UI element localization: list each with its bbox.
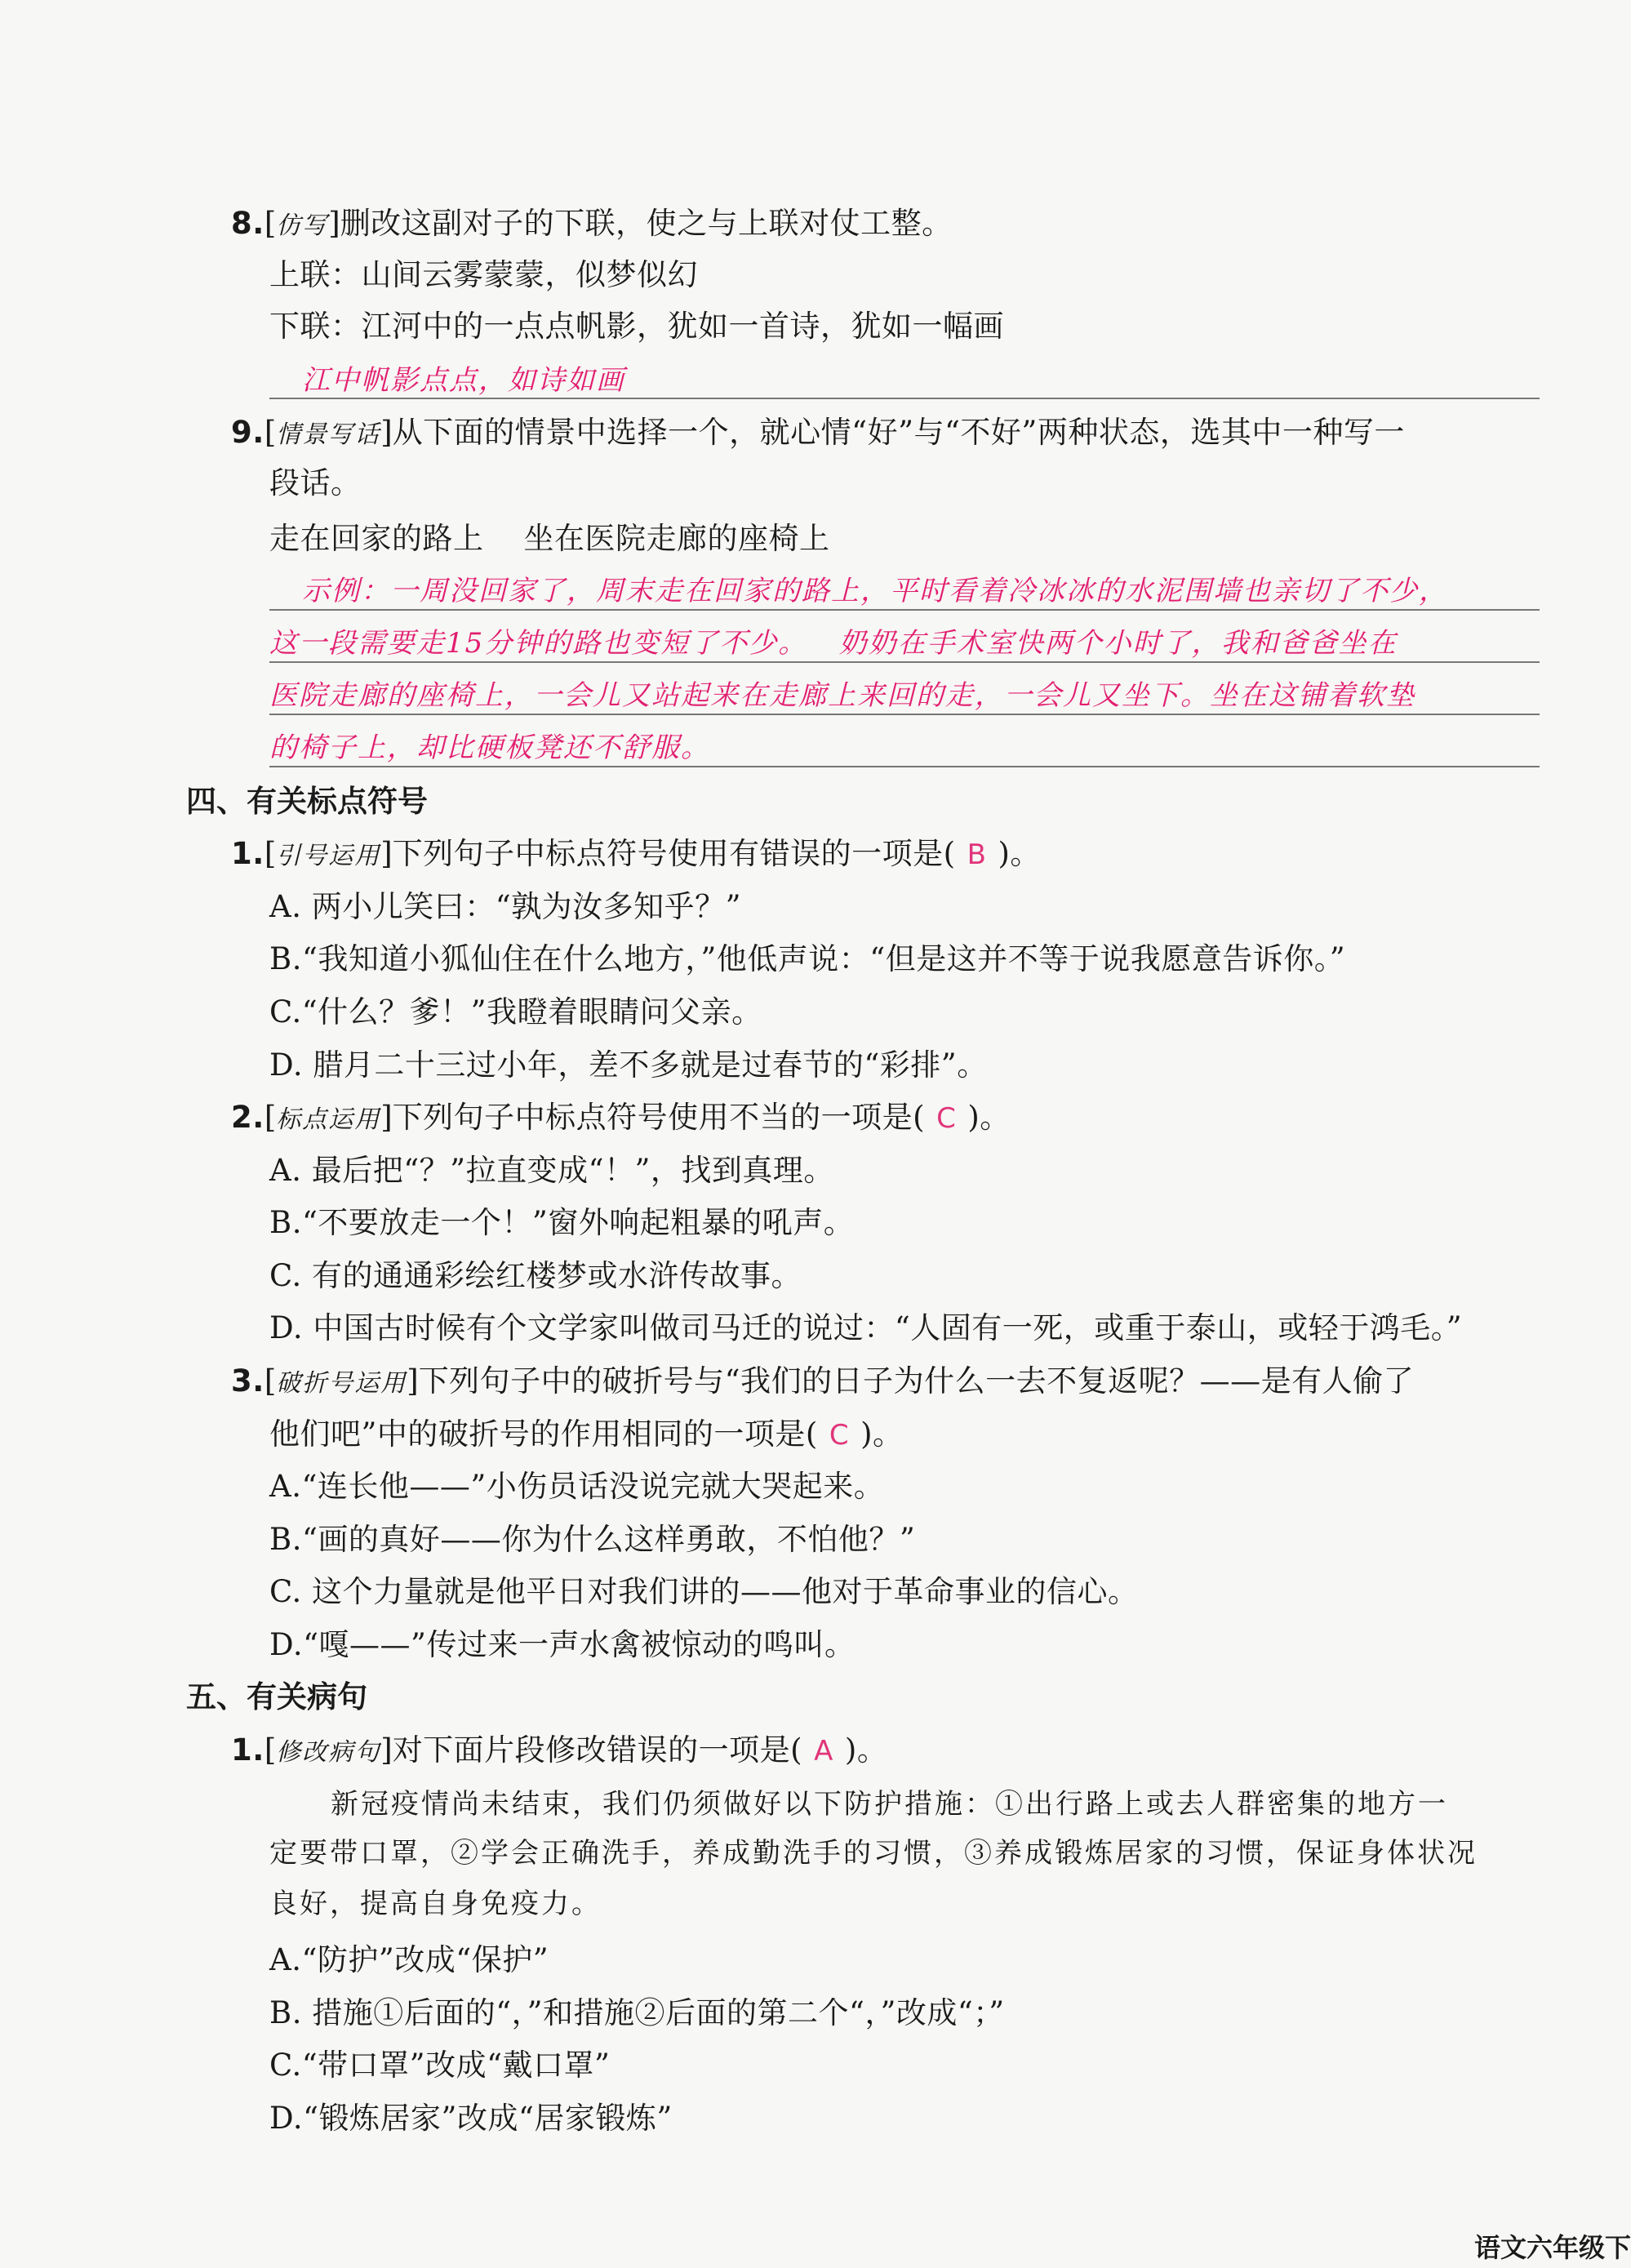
s4-q2-answer: C <box>936 1102 957 1135</box>
s4-q1-prompt: 1.[引号运用]下列句子中标点符号使用有错误的一项是( B )。 <box>231 836 1041 871</box>
s5-q1-passage-line-2: 定要带口罩，②学会正确洗手，养成勤洗手的习惯，③养成锻炼居家的习惯，保证身体状况 <box>269 1837 1478 1870</box>
s5-q1-option-d: D.“锻炼居家”改成“居家锻炼” <box>269 2101 673 2136</box>
s4-q1-answer: B <box>967 838 987 871</box>
q8-lower-couplet: 下联：江河中的一点点帆影，犹如一首诗，犹如一幅画 <box>269 309 1004 344</box>
s5-q1-prompt: 1.[修改病句]对下面片段修改错误的一项是( A )。 <box>231 1732 888 1768</box>
s4-q3-prompt: 3.[破折号运用]下列句子中的破折号与“我们的日子为什么一去不复返呢？——是有人偷了 <box>231 1363 1415 1399</box>
q9-answer-line-4: 的椅子上，却比硬板凳还不舒服。 <box>269 732 710 764</box>
q9-prompt: 9.[情景写话]从下面的情景中选择一个，就心情“好”与“不好”两种状态，选其中一种写一 <box>231 415 1405 450</box>
q9-tag: 情景写话 <box>276 420 381 449</box>
q8-upper-couplet: 上联：山间云雾蒙蒙，似梦似幻 <box>269 257 698 292</box>
q9-answer-line-3: 医院走廊的座椅上，一会儿又站起来在走廊上来回的走，一会儿又坐下。坐在这铺着软垫 <box>269 679 1415 712</box>
s4-q2-option-c: C. 有的通通彩绘红楼梦或水浒传故事。 <box>269 1258 802 1293</box>
s4-q3-answer: C <box>829 1419 850 1452</box>
s4-q3-option-c: C. 这个力量就是他平日对我们讲的——他对于革命事业的信心。 <box>269 1574 1139 1609</box>
answer-line <box>269 714 1540 715</box>
q8-prompt: 8.[仿写]删改这副对子的下联，使之与上联对仗工整。 <box>231 206 953 241</box>
section-4-title: 四、有关标点符号 <box>186 784 428 819</box>
s4-q1-option-d: D. 腊月二十三过小年，差不多就是过春节的“彩排”。 <box>269 1047 988 1083</box>
s4-q2-prompt: 2.[标点运用]下列句子中标点符号使用不当的一项是( C )。 <box>231 1100 1011 1135</box>
s5-q1-option-a: A.“防护”改成“保护” <box>269 1942 549 1977</box>
q9-answer-line-1: 示例：一周没回家了，周末走在回家的路上，平时看着冷冰冰的水泥围墙也亲切了不少， <box>302 575 1448 607</box>
section-5-title: 五、有关病句 <box>186 1679 367 1714</box>
answer-line <box>269 766 1540 767</box>
q9-prompt-cont: 段话。 <box>269 465 362 500</box>
s4-q1-tag: 引号运用 <box>276 842 381 870</box>
q9-answer-line-2: 这一段需要走15分钟的路也变短了不少。 奶奶在手术室快两个小时了，我和爸爸坐在 <box>269 627 1398 660</box>
s4-q3-option-b: B.“画的真好——你为什么这样勇敢，不怕他？” <box>269 1522 916 1557</box>
s4-q1-option-b: B.“我知道小狐仙住在什么地方，”他低声说：“但是这并不等于说我愿意告诉你。” <box>269 941 1346 976</box>
s5-q1-tag: 修改病句 <box>276 1738 381 1767</box>
s4-q3-tag: 破折号运用 <box>276 1369 407 1398</box>
s5-q1-passage-line-3: 良好，提高自身免疫力。 <box>269 1888 602 1920</box>
answer-line <box>269 609 1540 611</box>
s5-q1-passage-line-1: 新冠疫情尚未结束，我们仍须做好以下防护措施：①出行路上或去人群密集的地方一 <box>331 1788 1448 1821</box>
page-footer-label: 语文六年级下 <box>1473 2232 1631 2263</box>
s4-q3-option-a: A.“连长他——”小伤员话没说完就大哭起来。 <box>269 1469 885 1504</box>
s4-q2-option-b: B.“不要放走一个！”窗外响起粗暴的吼声。 <box>269 1205 855 1240</box>
s4-q1-option-c: C.“什么？爹！”我瞪着眼睛问父亲。 <box>269 994 762 1029</box>
q8-answer: 江中帆影点点，如诗如画 <box>302 364 625 397</box>
s4-q2-option-a: A. 最后把“？”拉直变成“！”，找到真理。 <box>269 1153 834 1188</box>
q8-tag: 仿写 <box>276 211 329 240</box>
answer-line <box>269 661 1540 663</box>
s5-q1-option-c: C.“带口罩”改成“戴口罩” <box>269 2048 611 2083</box>
s4-q2-tag: 标点运用 <box>276 1105 381 1134</box>
answer-line <box>269 398 1540 399</box>
s5-q1-option-b: B. 措施①后面的“，”和措施②后面的第二个“，”改成“；” <box>269 1995 1005 2030</box>
q9-scenes: 走在回家的路上 坐在医院走廊的座椅上 <box>269 521 830 556</box>
s4-q1-option-a: A. 两小儿笑曰：“孰为汝多知乎？” <box>269 889 742 924</box>
s4-q3-option-d: D.“嘎——”传过来一声水禽被惊动的鸣叫。 <box>269 1627 855 1662</box>
s4-q2-option-d: D. 中国古时候有个文学家叫做司马迁的说过：“人固有一死，或重于泰山，或轻于鸿毛。” <box>269 1310 1463 1345</box>
s5-q1-answer: A <box>814 1735 833 1768</box>
s4-q3-prompt-cont: 他们吧”中的破折号的作用相同的一项是( C )。 <box>269 1416 904 1452</box>
